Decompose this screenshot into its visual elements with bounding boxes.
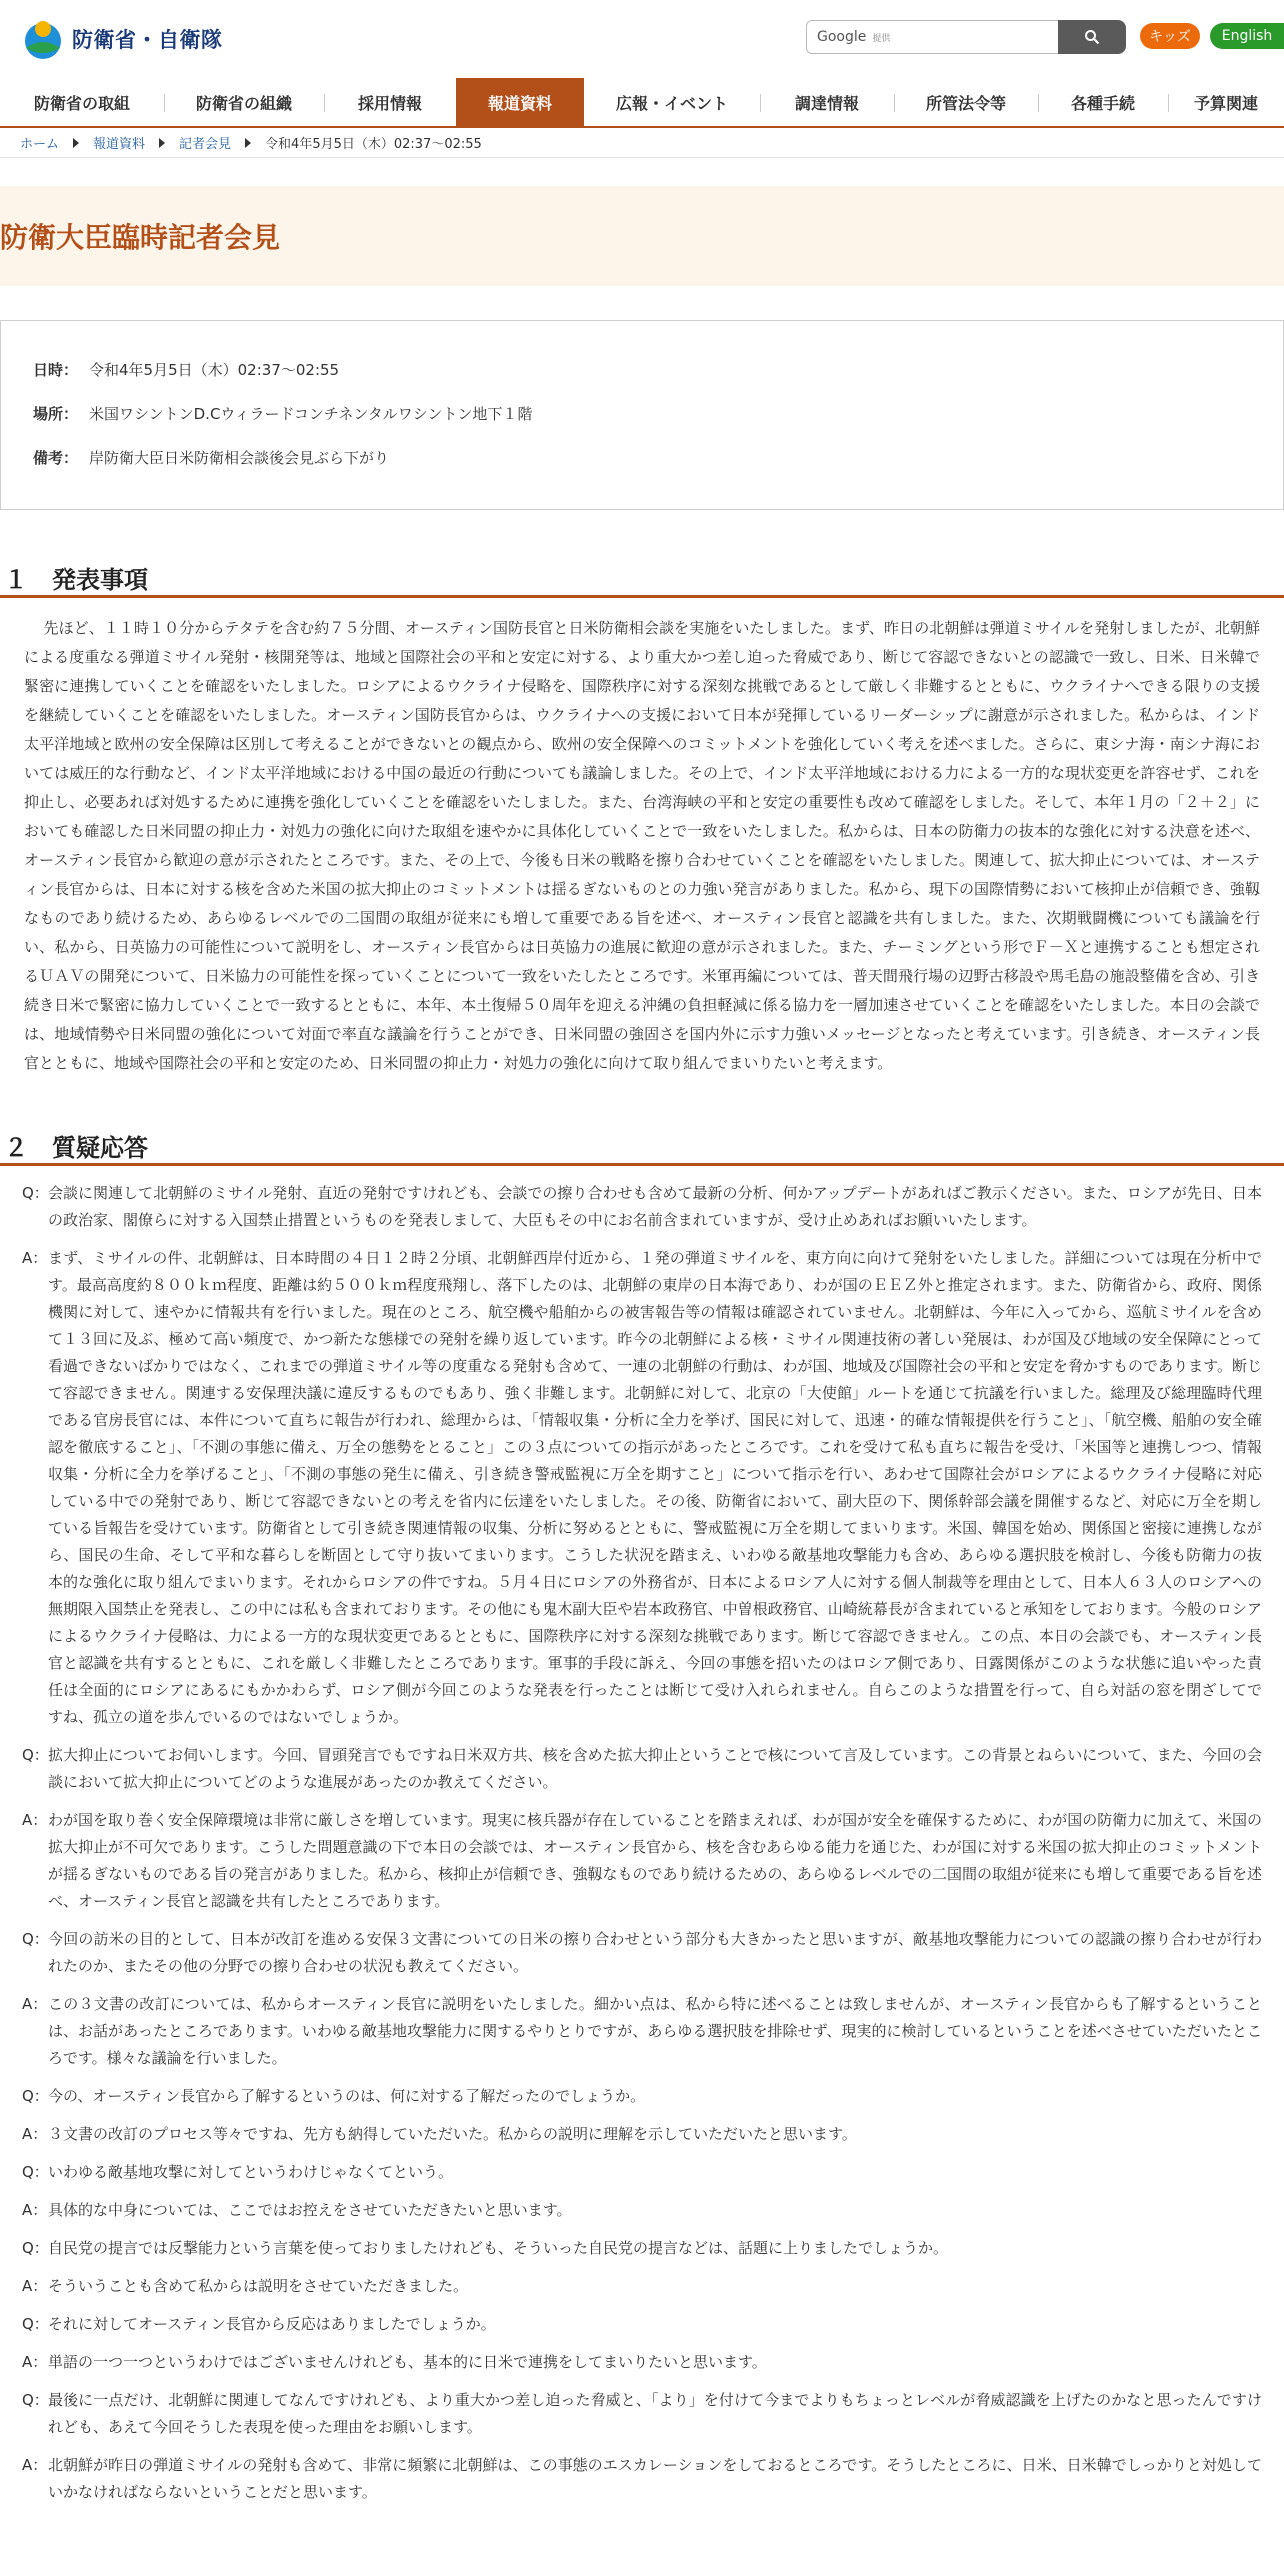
qa-item bbox=[22, 1742, 1262, 1796]
search-provider-label: 提供 bbox=[872, 33, 891, 44]
nav-item-initiatives[interactable]: 防衛省の取組 bbox=[33, 93, 130, 113]
nav-item-events[interactable]: 広報・イベント bbox=[615, 93, 728, 113]
qa-tag: A： bbox=[22, 2125, 48, 2143]
qa-item bbox=[22, 1807, 1262, 1915]
nav-item-organization[interactable]: 防衛省の組織 bbox=[195, 93, 292, 113]
nav-item-procurement[interactable]: 調達情報 bbox=[794, 93, 859, 113]
english-button[interactable]: English bbox=[1210, 23, 1284, 49]
qa-tag: A： bbox=[22, 2353, 48, 2371]
qa-list bbox=[22, 1180, 1262, 2506]
info-value: 米国ワシントンD.Cウィラードコンチネンタルワシントン地下１階 bbox=[89, 404, 533, 423]
qa-text: 今の、オースティン長官から了解するというのは、何に対する了解だったのでしょうか。 bbox=[48, 2087, 646, 2105]
qa-text: わが国を取り巻く安全保障環境は非常に厳しさを増しています。現実に核兵器が存在していることを踏まえれば、わが国が安全を確保するために、わが国の防衛力に加えて、米国の拡大抑止が不可欠であります。こうした問題意識の下で本日の会談では、オースティン長官から、核を含むあらゆる能力を通じた、わが国に対する米国の拡大抑止のコミットメントが揺るぎないものである旨の発言がありました。私から、核抑止が信頼でき、強靱なものであり続けるための、あらゆるレベルでの二国間の取組が従来にも増して重要である旨を述べ、オースティン長官と認識を共有したところであります。 bbox=[48, 1811, 1262, 1910]
qa-text: 単語の一つ一つというわけではございませんけれども、基本的に日米で連携をしてまいりたいと思います。 bbox=[48, 2353, 767, 2371]
chevron-right-icon bbox=[159, 138, 165, 148]
nav-item-procedures[interactable]: 各種手続 bbox=[1070, 93, 1135, 113]
qa-tag: Q： bbox=[22, 1930, 49, 1948]
qa-item bbox=[22, 2349, 1262, 2376]
qa-tag: A： bbox=[22, 2456, 48, 2474]
search-google-label: Google bbox=[817, 29, 867, 45]
qa-tag: Q： bbox=[22, 1184, 49, 1202]
info-row-place bbox=[33, 391, 1251, 435]
qa-text: 会談に関連して北朝鮮のミサイル発射、直近の発射ですけれども、会談での擦り合わせも含めて最新の分析、何かアップデートがあればご教示ください。また、ロシアが先日、日本の政治家、閣僚らに対する入国禁止措置というものを発表しまして、大臣もその中にお名前含まれていますが、受け止めあればお願いいたします。 bbox=[48, 1184, 1262, 1229]
breadcrumb-current: 令和4年5月5日（木）02:37～02:55 bbox=[265, 137, 482, 152]
qa-text: ３文書の改訂のプロセス等々ですね、先方も納得していただいた。私からの説明に理解を示していただいたと思います。 bbox=[48, 2125, 857, 2143]
qa-text: それに対してオースティン長官から反応はありましたでしょうか。 bbox=[48, 2315, 496, 2333]
qa-item bbox=[22, 1991, 1262, 2072]
breadcrumb-press[interactable]: 報道資料 bbox=[93, 137, 146, 152]
qa-tag: Q： bbox=[22, 2315, 49, 2333]
qa-tag: A： bbox=[22, 2277, 48, 2295]
qa-tag: Q： bbox=[22, 2087, 49, 2105]
qa-tag: Q： bbox=[22, 2163, 49, 2181]
chevron-right-icon bbox=[73, 138, 79, 148]
qa-item bbox=[22, 2387, 1262, 2441]
breadcrumb-home[interactable]: ホーム bbox=[20, 137, 60, 152]
ministry-emblem-icon bbox=[18, 14, 68, 64]
qa-text: 最後に一点だけ、北朝鮮に関連してなんですけれども、より重大かつ差し迫った脅威と、「より」を付けて今までよりもちょっとレベルが脅威認識を上げたのかなと思ったんですけれども、あえて今回そうした表現を使った理由をお願いします。 bbox=[48, 2391, 1262, 2436]
qa-tag: A： bbox=[22, 1995, 48, 2013]
qa-text: この３文書の改訂については、私からオースティン長官に説明をいたしました。細かい点は、私から特に述べることは致しませんが、オースティン長官からも了解するということは、お話があったところであります。いわゆる敵基地攻撃能力に関するやりとりですが、あらゆる選択肢を排除せず、現実的に検討しているということを述べさせていただいたところです。様々な議論を行いました。 bbox=[48, 1995, 1262, 2067]
qa-text: 北朝鮮が昨日の弾道ミサイルの発射も含めて、非常に頻繁に北朝鮮は、この事態のエスカレーションをしておるところです。そうしたところに、日米、日米韓でしっかりと対処していかなければならないということだと思います。 bbox=[48, 2456, 1262, 2501]
info-value: 岸防衛大臣日米防衛相会談後会見ぶら下がり bbox=[89, 448, 390, 467]
qa-tag: Q： bbox=[22, 2391, 49, 2409]
site-name: 防衛省・自衛隊 bbox=[72, 28, 223, 52]
section-title-qa: ２ 質疑応答 bbox=[0, 1128, 1284, 1166]
info-label: 日時： bbox=[33, 360, 79, 379]
info-label: 場所： bbox=[33, 404, 79, 423]
conference-info bbox=[0, 320, 1284, 510]
qa-item bbox=[22, 1245, 1262, 1731]
qa-text: 拡大抑止についてお伺いします。今回、冒頭発言でもですね日米双方共、核を含めた拡大抑止ということで核について言及しています。この背景とねらいについて、また、今回の会談において拡大抑止についてどのような進展があったのか教えてください。 bbox=[48, 1746, 1262, 1791]
qa-item bbox=[22, 2273, 1262, 2300]
qa-item bbox=[22, 2197, 1262, 2224]
qa-text: 具体的な中身については、ここではお控えをさせていただきたいと思います。 bbox=[48, 2201, 572, 2219]
qa-tag: A： bbox=[22, 2201, 48, 2219]
qa-text: 今回の訪米の目的として、日本が改訂を進める安保３文書についての日米の擦り合わせという部分も大きかったと思いますが、敵基地攻撃能力についての認識の擦り合わせが行われたのか、またその他の分野での擦り合わせの状況も教えてください。 bbox=[48, 1930, 1262, 1975]
info-row-note bbox=[33, 435, 1251, 479]
qa-item bbox=[22, 2121, 1262, 2148]
announcement-body: 先ほど、１１時１０分からテタテを含む約７５分間、オースティン国防長官と日米防衛相会談を実施をいたしました。まず、昨日の北朝鮮は弾道ミサイルを発射しましたが、北朝鮮による度重なる弾道ミサイル発射・核開発等は、地域と国際社会の平和と安定に対する、より重大かつ差し迫った脅威であり、断じて容認できないとの認識で一致し、日米、日米韓で緊密に連携していくことを確認をいたしました。ロシアによるウクライナ侵略を、国際秩序に対する深刻な挑戦であるとして厳しく非難するとともに、ウクライナへできる限りの支援を継続していくことを確認をいたしました。オースティン国防長官からは、ウクライナへの支援において日本が発揮しているリーダーシップに謝意が示されました。私からは、インド太平洋地域と欧州の安全保障は区別して考えることができないとの観点から、欧州の安全保障へのコミットメントを強化していく考えを述べました。さらに、東シナ海・南シナ海においては威圧的な行動など、インド太平洋地域における中国の最近の行動についても議論しました。その上で、インド太平洋地域における力による一方的な現状変更を許容せず、これを抑止し、必要あれば対処するために連携を強化していくことを確認をいたしました。また、台湾海峡の平和と安定の重要性も改めて確認をしました。そして、本年１月の「２＋２」においても確認した日米同盟の抑止力・対処力の強化に向けた取組を速やかに具体化していくことで一致をいたしました。私からは、日本の防衛力の抜本的な強化に対する決意を述べ、オースティン長官から歓迎の意が示されたところです。また、その上で、今後も日米の戦略を擦り合わせていくことを確認をいたしました。関連して、拡大抑止については、オースティン長官からは、日本に対する核を含めた米国の拡大抑止のコミットメントは揺るぎないものとの力強い発言がありました。私から、現下の国際情勢において核抑止が信頼でき、強靱なものであり続けるため、あらゆるレベルでの二国間の取組が従来にも増して重要である旨を述べ、オースティン長官と認識を共有しました。また、次期戦闘機についても議論を行い、私から、日英協力の可能性について説明をし、オースティン長官からは日英協力の進展に歓迎の意が示されました。また、チーミングという形でＦ－Ｘと連携することも想定されるＵＡＶの開発について、日米協力の可能性を探っていくことについて一致をいたしたところです。米軍再編については、普天間飛行場の辺野古移設や馬毛島の施設整備を含め、引き続き日米で緊密に協力していくことで一致するとともに、本年、本土復帰５０周年を迎える沖縄の負担軽減に係る協力を一層加速させていくことを確認をいたしました。本日の会談では、地域情勢や日米同盟の強化について対面で率直な議論を行うことができ、日米同盟の強固さを国内外に示す力強いメッセージとなったと考えています。引き続き、オースティン長官とともに、地域や国際社会の平和と安定のため、日米同盟の抑止力・対処力の強化に向けて取り組んでまいりたいと考えます。 bbox=[24, 619, 1260, 1072]
breadcrumb-conference[interactable]: 記者会見 bbox=[179, 137, 232, 152]
qa-text: いわゆる敵基地攻撃に対してというわけじゃなくてという。 bbox=[48, 2163, 454, 2181]
qa-text: そういうことも含めて私からは説明をさせていただきました。 bbox=[48, 2277, 469, 2295]
site-logo[interactable] bbox=[18, 14, 223, 64]
qa-item bbox=[22, 2452, 1262, 2506]
nav-item-press[interactable]: 報道資料 bbox=[456, 78, 584, 126]
info-value: 令和4年5月5日（木）02:37～02:55 bbox=[89, 360, 340, 379]
qa-item bbox=[22, 2311, 1262, 2338]
breadcrumb bbox=[0, 128, 1284, 158]
search-button[interactable] bbox=[1058, 20, 1126, 54]
qa-tag: A： bbox=[22, 1249, 48, 1267]
section-title-announcement: １ 発表事項 bbox=[0, 560, 1284, 598]
global-nav bbox=[0, 78, 1284, 128]
nav-item-recruitment[interactable]: 採用情報 bbox=[357, 93, 422, 113]
qa-tag: Q： bbox=[22, 1746, 49, 1764]
qa-item bbox=[22, 2083, 1262, 2110]
qa-item bbox=[22, 2159, 1262, 2186]
info-row-date bbox=[33, 347, 1251, 391]
qa-text: 自民党の提言では反撃能力という言葉を使っておりましたけれども、そういった自民党の提言などは、話題に上りましたでしょうか。 bbox=[48, 2239, 949, 2257]
qa-item bbox=[22, 2235, 1262, 2262]
kids-button[interactable]: キッズ bbox=[1140, 23, 1200, 49]
nav-item-budget[interactable]: 予算関連 bbox=[1193, 93, 1258, 113]
qa-tag: A： bbox=[22, 1811, 48, 1829]
qa-tag: Q： bbox=[22, 2239, 49, 2257]
nav-item-laws[interactable]: 所管法令等 bbox=[925, 93, 1006, 113]
qa-text: まず、ミサイルの件、北朝鮮は、日本時間の４日１２時２分頃、北朝鮮西岸付近から、１発の弾道ミサイルを、東方向に向けて発射をいたしました。詳細については現在分析中です。最高高度約８００ｋｍ程度、距離は約５００ｋｍ程度飛翔し、落下したのは、北朝鮮の東岸の日本海であり、わが国のＥＥＺ外と推定されます。また、防衛省から、政府、関係機関に対して、速やかに情報共有を行いました。現在のところ、航空機や船舶からの被害報告等の情報は確認されていません。北朝鮮は、今年に入ってから、巡航ミサイルを含めて１３回に及ぶ、極めて高い頻度で、かつ新たな態様での発射を繰り返しています。昨今の北朝鮮による核・ミサイル関連技術の著しい発展は、わが国及び地域の安全保障にとって看過できないばかりではなく、これまでの弾道ミサイル等の度重なる発射も含めて、一連の北朝鮮の行動は、わが国、地域及び国際社会の平和と安定を脅かすものであります。断じて容認できません。関連する安保理決議に違反するものでもあり、強く非難します。北朝鮮に対して、北京の「大使館」ルートを通じて抗議を行いました。総理及び総理臨時代理である官房長官には、本件について直ちに報告が行われ、総理からは、「情報収集・分析に全力を挙げ、国民に対して、迅速・的確な情報提供を行うこと」、「航空機、船舶の安全確認を徹底すること」、「不測の事態に備え、万全の態勢をとること」この３点についての指示があったところです。これを受けて私も直ちに報告を受け、「米国等と連携しつつ、情報収集・分析に全力を挙げること」、「不測の事態の発生に備え、引き続き警戒監視に万全を期すこと」について指示を行い、あわせて国際社会がロシアによるウクライナ侵略に対応している中での発射であり、断じて容認できないとの考えを省内に伝達をいたしました。その後、防衛省において、副大臣の下、関係幹部会議を開催するなど、対応に万全を期している旨報告を受けています。防衛省として引き続き関連情報の収集、分析に努めるとともに、警戒監視に万全を期してまいります。米国、韓国を始め、関係国と密接に連携しながら、国民の生命、そして平和な暮らしを断固として守り抜いてまいります。こうした状況を踏まえ、いわゆる敵基地攻撃能力も含め、あらゆる選択肢を検討し、今後も防衛力の抜本的な強化に取り組んでまいります。それからロシアの件ですね。５月４日にロシアの外務省が、日本によるロシア人に対する個人制裁等を理由として、日本人６３人のロシアへの無期限入国禁止を発表し、この中には私も含まれております。その他にも鬼木副大臣や岩本政務官、中曽根政務官、山崎統幕長が含まれていると承知をしております。今般のロシアによるウクライナ侵略は、力による一方的な現状変更であるとともに、国際秩序に対する深刻な挑戦であります。断じて容認できません。この点、本日の会談でも、オースティン長官と認識を共有するとともに、これを厳しく非難したところであります。軍事的手段に訴え、今回の事態を招いたのはロシア側であり、日露関係がこのような状態に追いやった責任は全面的にロシアにあるにもかかわらず、ロシア側が今回このような発表を行ったことは断じて受け入れられません。自らこのような措置を行って、自ら対話の窓を閉ざしてですね、孤立の道を歩んでいるのではないでしょうか。 bbox=[48, 1249, 1262, 1726]
qa-item bbox=[22, 1926, 1262, 1980]
page-title: 防衛大臣臨時記者会見 bbox=[0, 221, 281, 254]
qa-item bbox=[22, 1180, 1262, 1234]
chevron-right-icon bbox=[245, 138, 251, 148]
site-header bbox=[0, 0, 1284, 78]
title-band bbox=[0, 186, 1284, 286]
search-icon bbox=[1084, 29, 1100, 45]
search-input[interactable] bbox=[806, 20, 1058, 54]
info-label: 備考： bbox=[33, 448, 79, 467]
